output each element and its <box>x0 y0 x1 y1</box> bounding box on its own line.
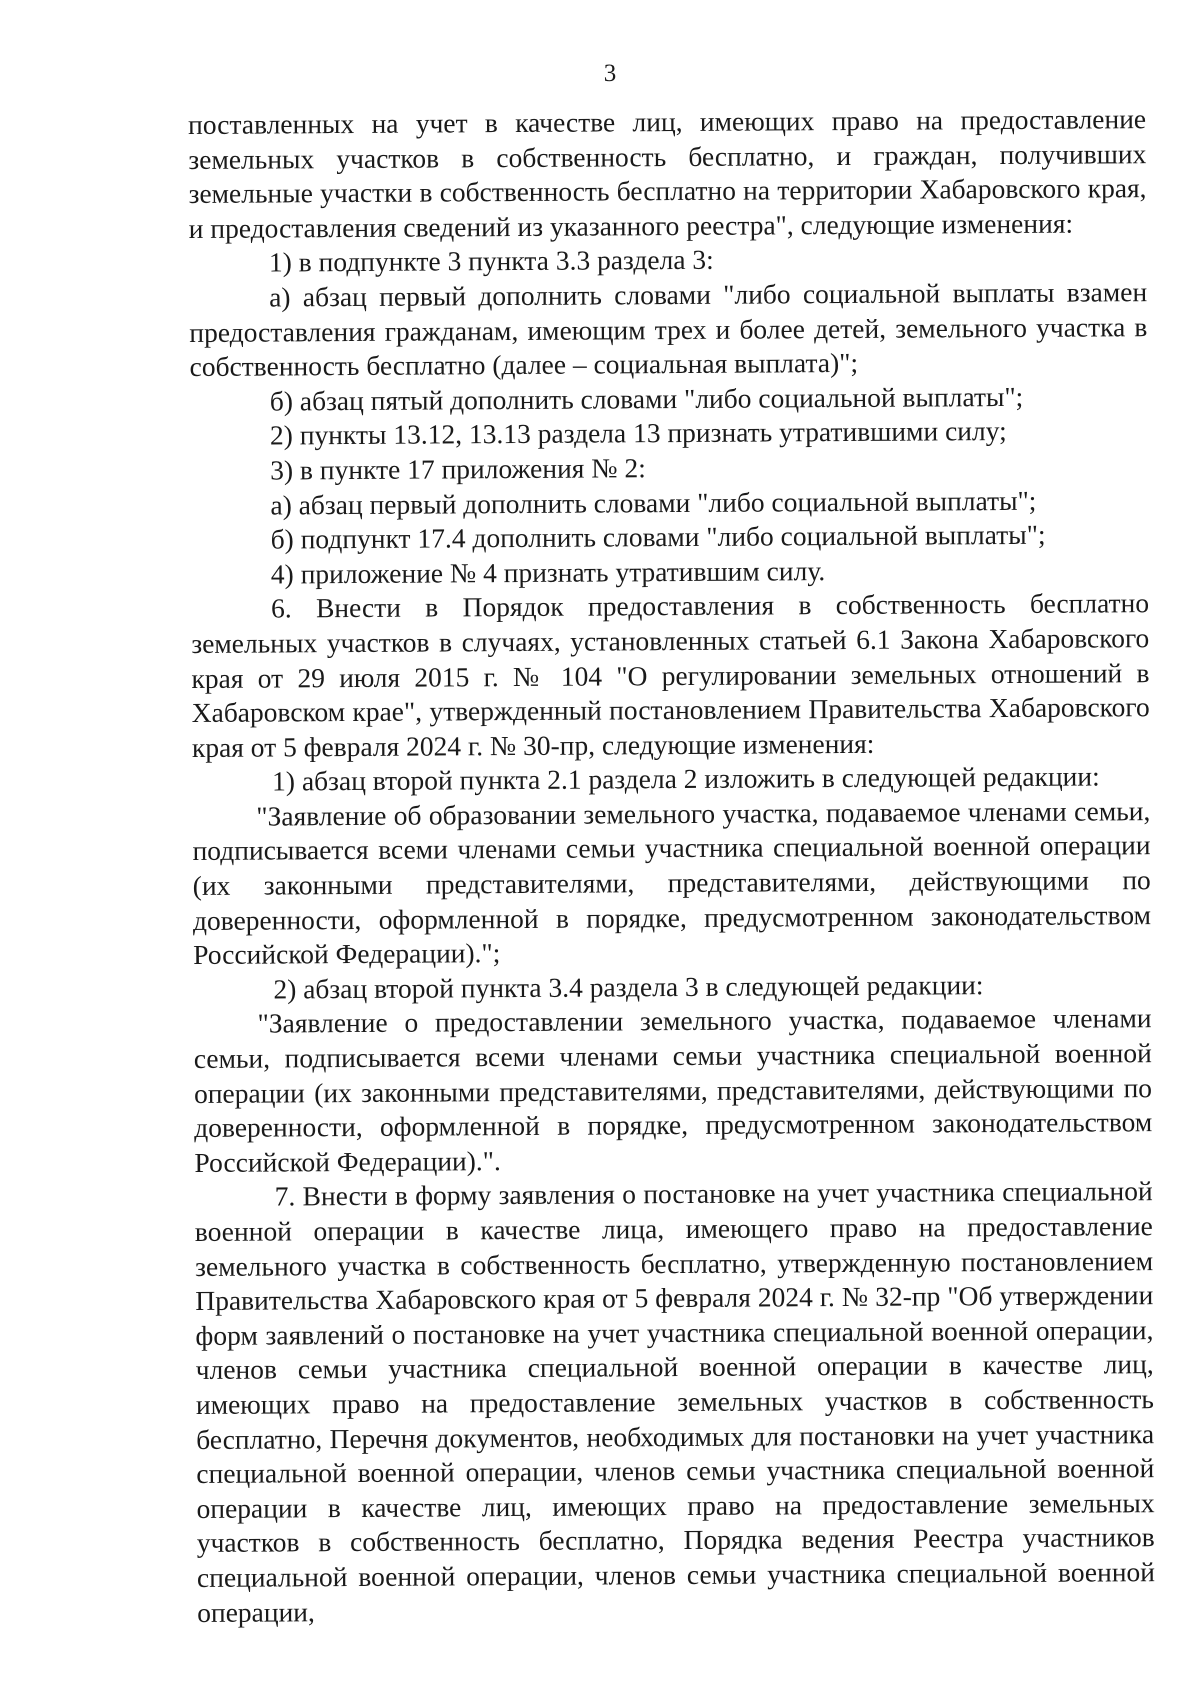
list-item: 3) в пункте 17 приложения № 2: <box>270 452 646 486</box>
page-number: 3 <box>603 60 617 87</box>
paragraph-continuation: поставленных на учет в качестве лиц, имеющих право на предоставление земельных участков в собственность бесплатно, и граждан, получивших земельные участки в собственность бесплатно на территории Хабаровского края, и предоставления сведений из указанного реестра", следующие изменения: <box>188 103 1147 244</box>
quoted-paragraph: "Заявление о предоставлении земельного участка, подаваемое членами семьи, подписывается всеми членами семьи участника специальной военной операции (их законными представителями, представителями, действующими по доверенности, оформленной в порядке, предусмотренном законодательством Российской Федерации).". <box>193 1002 1153 1178</box>
list-item: а) абзац первый дополнить словами "либо социальной выплаты взамен предоставления гражданам, имеющим трех и более детей, земельного участка в собственность бесплатно (далее – социальная выплата)"; <box>189 276 1148 383</box>
list-item: 2) абзац второй пункта 3.4 раздела 3 в следующей редакции: <box>273 969 984 1005</box>
list-item: б) подпункт 17.4 дополнить словами "либо социальной выплаты"; <box>270 518 1046 555</box>
quoted-paragraph: "Заявление об образовании земельного участка, подаваемое членами семьи, подписывается всеми членами семьи участника специальной военной операции (их законными представителями, представителями, действующими по доверенности, оформленной в порядке, предусмотренном законодательством Российской Федерации)."; <box>192 795 1152 971</box>
list-item: а) абзац первый дополнить словами "либо социальной выплаты"; <box>270 484 1037 521</box>
list-item: 1) в подпункте 3 пункта 3.3 раздела 3: <box>268 244 714 278</box>
document-body <box>188 102 1155 1630</box>
section-paragraph: 6. Внести в Порядок предоставления в собственность бесплатно земельных участков в случаях, установленных статьей 6.1 Закона Хабаровского края от 29 июля 2015 г. № 104 "О регулировании земельных отношений в Хабаровском крае", утвержденный постановлением Правительства Хабаровского края от 5 февраля 2024 г. № 30-пр, следующие изменения: <box>191 587 1150 763</box>
list-item: 2) пункты 13.12, 13.13 раздела 13 признать утратившими силу; <box>269 415 1007 451</box>
section-paragraph: 7. Внести в форму заявления о постановке на учет участника специальной военной операции в качестве лица, имеющего право на предоставление земельного участка в собственность бесплатно, утвержденную постановлением Правительства Хабаровского края от 5 февраля 2024 г. № 32-пр "Об утверждении форм заявлений о постановке на учет участника специальной военной операции, членов семьи участника специальной военной операции в качестве лиц, имеющих право на предоставление земельных участков в собственность бесплатно, Перечня документов, необходимых для постановки на учет участника специальной военной операции, членов семьи участника специальной военной операции в качестве лиц, имеющих право на предоставление земельных участков в собственность бесплатно, Порядка ведения Реестра участников специальной военной операции, членов семьи участника специальной военной операции, <box>194 1175 1156 1628</box>
list-item: 4) приложение № 4 признать утратившим силу. <box>270 554 826 590</box>
list-item: б) абзац пятый дополнить словами "либо социальной выплаты"; <box>269 380 1024 417</box>
list-item: 1) абзац второй пункта 2.1 раздела 2 изложить в следующей редакции: <box>272 760 1100 797</box>
